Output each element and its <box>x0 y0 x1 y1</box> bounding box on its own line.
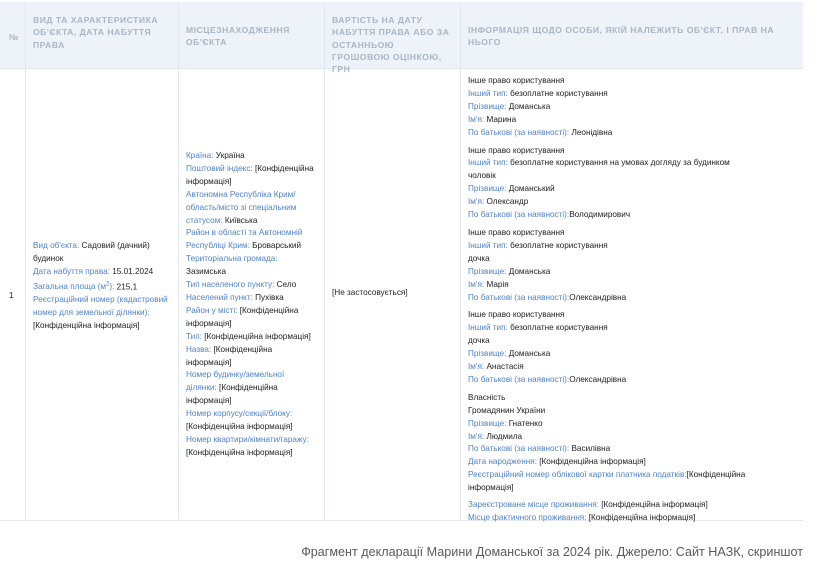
owner-block <box>468 309 798 386</box>
tax-number-label: Реєстраційний номер облікової картки платника податків: <box>468 470 687 480</box>
area-superscript: 2 <box>106 281 110 288</box>
district-value: Броварський <box>249 241 302 251</box>
column-divider <box>324 2 325 520</box>
surname-value: Доманська <box>506 101 551 111</box>
object-kind-cell <box>33 240 168 333</box>
owner-info-cell <box>468 75 798 525</box>
image-caption: Фрагмент декларації Марини Доманської за 2024 рік. Джерело: Сайт НАЗК, скриншот <box>301 545 803 559</box>
other-type-label: Інший тип: <box>468 88 508 98</box>
postal-value: [Конфіденційна інформація] <box>186 163 314 186</box>
name-value: Олександр <box>484 197 529 207</box>
surname-value: Доманський <box>506 184 555 194</box>
name-label: Ім'я: <box>468 197 485 207</box>
header-location: МІСЦЕЗНАХОДЖЕННЯ ОБ'ЄКТА <box>186 25 290 48</box>
surname-label: Прізвище: <box>468 349 507 359</box>
name-value: Марія <box>484 279 509 289</box>
header-kind: ВИД ТА ХАРАКТЕРИСТИКА ОБ'ЄКТА, ДАТА НАБУТТЯ ПРАВА <box>33 15 159 50</box>
surname-value: Гнатенко <box>506 418 543 428</box>
settlement-type-value: Село <box>274 280 297 290</box>
right-type: Інше право користування <box>468 76 565 85</box>
object-location-cell <box>186 150 316 460</box>
surname-value: Доманська <box>506 349 551 359</box>
acquire-date-value: 15.01.2024 <box>109 266 154 276</box>
patronymic-value: Леонідівна <box>569 127 613 137</box>
patronymic-value: Олександрівна <box>569 374 627 384</box>
area-label: Загальна площа (м <box>33 282 107 292</box>
column-divider <box>178 2 179 520</box>
other-type-value: безоплатне користування <box>507 323 608 333</box>
citizenship-value: Громадянин України <box>468 405 546 415</box>
patronymic-label: По батькові (за наявності): <box>468 292 570 302</box>
header-value: ВАРТІСТЬ НА ДАТУ НАБУТТЯ ПРАВА АБО ЗА ОСТАННЬОЮ ГРОШОВОЮ ОЦІНКОЮ, ГРН <box>332 15 450 75</box>
birth-date-value: [Конфіденційна інформація] <box>536 457 646 467</box>
right-type: Інше право користування <box>468 145 565 155</box>
apartment-label: Номер квартири/кімнати/гаражу: <box>186 434 309 444</box>
actual-address-label: Місце фактичного проживання: <box>468 513 587 522</box>
surname-label: Прізвище: <box>468 101 507 111</box>
table-header <box>0 2 803 75</box>
city-district-value: [Конфіденційна інформація] <box>186 305 299 328</box>
patronymic-value: Олександрівна <box>569 292 627 302</box>
building-label: Номер корпусу/секції/блоку: <box>186 409 293 419</box>
settlement-value: Пухівка <box>252 292 284 302</box>
registered-address-label: Зареєстроване місце проживання: <box>468 500 599 510</box>
patronymic-label: По батькові (за наявності): <box>468 210 570 220</box>
other-type-label: Інший тип: <box>468 158 508 168</box>
name-label: Ім'я: <box>468 279 485 289</box>
house-number-label: Номер будинку/земельної ділянки: <box>186 370 285 393</box>
street-name-value: [Конфіденційна інформація] <box>186 344 273 367</box>
country-value: Україна <box>213 151 245 160</box>
patronymic-label: По батькові (за наявності): <box>468 374 570 384</box>
surname-label: Прізвище: <box>468 266 507 276</box>
street-type-label: Тип: <box>186 331 202 341</box>
postal-label: Поштовий індекс: <box>186 163 253 173</box>
header-number: № <box>9 32 20 42</box>
registered-address-value: [Конфіденційна інформація] <box>598 500 708 510</box>
name-value: Марина <box>484 114 517 124</box>
owner-block <box>468 145 798 222</box>
community-value: Зазимська <box>186 267 227 277</box>
table-row <box>0 68 803 521</box>
acquire-date-label: Дата набуття права: <box>33 266 110 276</box>
right-type: Інше право користування <box>468 227 565 237</box>
surname-label: Прізвище: <box>468 418 507 428</box>
patronymic-label: По батькові (за наявності): <box>468 444 570 454</box>
other-type-value: безоплатне користування <box>507 240 608 250</box>
apartment-value: [Конфіденційна інформація] <box>186 447 293 457</box>
object-type-label: Вид об'єкта: <box>33 241 80 250</box>
region-value: Київська <box>222 215 258 225</box>
community-label: Територіальна громада: <box>186 254 278 264</box>
other-type-label: Інший тип: <box>468 323 508 333</box>
street-name-label: Назва: <box>186 344 212 354</box>
other-type-label: Інший тип: <box>468 240 508 250</box>
registration-number-label: Реєстраційний номер (кадастровий номер для земельної ділянки): <box>33 295 168 318</box>
name-value: Людмила <box>484 431 523 441</box>
relation-value: дочка <box>468 253 490 263</box>
house-number-value: [Конфіденційна інформація] <box>186 383 278 406</box>
tax-number-value: [Конфіденційна <box>686 470 746 480</box>
column-divider <box>460 2 461 520</box>
patronymic-value: Володимирович <box>569 210 631 220</box>
column-divider <box>25 2 26 520</box>
right-type: Інше право користування <box>468 310 565 320</box>
country-label: Країна: <box>186 151 214 160</box>
tax-number-value-cont: інформація] <box>468 483 514 493</box>
settlement-type-label: Тип населеного пункту: <box>186 280 275 290</box>
patronymic-label: По батькові (за наявності): <box>468 127 570 137</box>
row-number: 1 <box>9 291 14 300</box>
street-type-value: [Конфіденційна інформація] <box>201 331 311 341</box>
right-type: Власність <box>468 392 506 402</box>
declaration-table <box>0 2 803 520</box>
city-district-label: Район у місті: <box>186 305 238 315</box>
registration-number-value: [Конфіденційна інформація] <box>33 321 140 331</box>
surname-value: Доманська <box>506 266 551 276</box>
building-value: [Конфіденційна інформація] <box>186 422 293 432</box>
other-type-value: безоплатне користування на умовах догляду за будинком <box>507 158 730 168</box>
name-label: Ім'я: <box>468 431 485 441</box>
name-label: Ім'я: <box>468 114 485 124</box>
other-type-value: безоплатне користування <box>507 88 608 98</box>
object-value-cell: [Не застосовується] <box>332 288 408 297</box>
area-value: 215,1 <box>114 282 138 292</box>
owner-block <box>468 227 798 304</box>
settlement-label: Населений пункт: <box>186 292 253 302</box>
region-label: Автономна Республіка Крим/ область/місто зі спеціальним статусом: <box>186 189 297 225</box>
name-label: Ім'я: <box>468 362 485 372</box>
area-label-end: ): <box>109 282 115 292</box>
name-value: Анастасія <box>484 362 524 372</box>
relation-value: чоловік <box>468 171 496 181</box>
birth-date-label: Дата народження: <box>468 457 537 467</box>
owner-block <box>468 75 798 140</box>
relation-value: дочка <box>468 336 490 346</box>
owner-block <box>468 392 798 525</box>
header-owner: ІНФОРМАЦІЯ ЩОДО ОСОБИ, ЯКІЙ НАЛЕЖИТЬ ОБ'ЄКТ, І ПРАВ НА НЬОГО <box>468 25 775 48</box>
district-label: Район в області та Автономній Республіці Крим: <box>186 228 303 251</box>
patronymic-value: Василівна <box>569 444 611 454</box>
surname-label: Прізвище: <box>468 184 507 194</box>
object-type-value: Садовий (дачний) будинок <box>33 241 150 263</box>
actual-address-value: [Конфіденційна інформація] <box>586 513 696 522</box>
